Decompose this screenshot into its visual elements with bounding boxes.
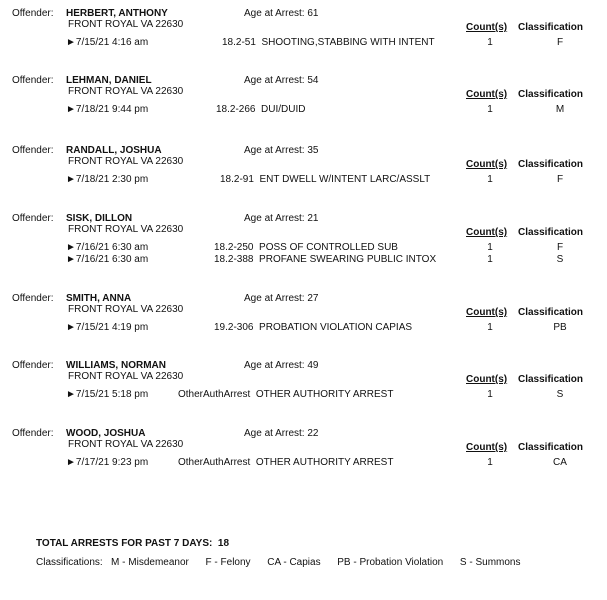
classifications-label: Classifications:	[36, 557, 103, 568]
offender-label: Offender:	[12, 8, 54, 19]
charge-code	[178, 457, 393, 468]
charge-description: SHOOTING,STABBING WITH INTENT	[261, 37, 435, 48]
charge-statute: 18.2-250	[214, 242, 254, 253]
charge-row	[0, 389, 607, 401]
age-at-arrest	[244, 360, 319, 371]
age-at-arrest	[244, 213, 319, 224]
charge-row	[0, 242, 607, 254]
charge-code	[222, 37, 435, 48]
age-label: Age at Arrest:	[244, 75, 308, 86]
counts-header: Count(s)	[466, 374, 508, 385]
age-value: 27	[307, 293, 319, 304]
offender-name: RANDALL, JOSHUA	[66, 145, 162, 156]
charge-row	[0, 457, 607, 469]
classification-item: M - Misdemeanor	[111, 557, 189, 568]
classification-item: S - Summons	[459, 557, 521, 568]
offender-address: FRONT ROYAL VA 22630	[68, 19, 184, 30]
charge-datetime: ►7/17/21 9:23 pm	[66, 457, 149, 468]
offender-label: Offender:	[12, 293, 54, 304]
age-value: 49	[307, 360, 319, 371]
charge-count: 1	[487, 242, 493, 253]
charge-statute: 18.2-51	[222, 37, 256, 48]
charge-count: 1	[487, 254, 493, 265]
charge-description: PROFANE SWEARING PUBLIC INTOX	[259, 254, 437, 265]
age-value: 54	[307, 75, 319, 86]
age-label: Age at Arrest:	[244, 8, 308, 19]
offender-record	[0, 213, 607, 273]
charge-datetime: ►7/15/21 5:18 pm	[66, 389, 149, 400]
charge-count: 1	[487, 322, 493, 333]
charge-classification: S	[556, 389, 564, 400]
offender-address: FRONT ROYAL VA 22630	[68, 439, 184, 450]
charge-classification: F	[556, 174, 564, 185]
offender-name: SISK, DILLON	[66, 213, 133, 224]
charge-row	[0, 254, 607, 266]
age-at-arrest	[244, 428, 319, 439]
charge-statute: OtherAuthArrest	[178, 389, 251, 400]
offender-address: FRONT ROYAL VA 22630	[68, 224, 184, 235]
counts-header: Count(s)	[466, 22, 508, 33]
charge-count: 1	[487, 174, 493, 185]
charge-classification: F	[556, 242, 564, 253]
age-at-arrest	[244, 8, 319, 19]
charge-count: 1	[487, 104, 493, 115]
offender-address: FRONT ROYAL VA 22630	[68, 371, 184, 382]
charge-classification: CA	[553, 457, 567, 468]
age-label: Age at Arrest:	[244, 293, 308, 304]
offender-name: WOOD, JOSHUA	[66, 428, 146, 439]
offender-address: FRONT ROYAL VA 22630	[68, 156, 184, 167]
offender-record	[0, 8, 607, 68]
charge-code	[214, 322, 412, 333]
age-at-arrest	[244, 75, 319, 86]
classification-header: Classification	[518, 307, 584, 318]
classification-header: Classification	[518, 22, 584, 33]
charge-datetime: ►7/18/21 2:30 pm	[66, 174, 149, 185]
classifications-legend	[36, 557, 521, 568]
total-arrests	[36, 538, 229, 549]
charge-datetime: ►7/16/21 6:30 am	[66, 254, 149, 265]
age-at-arrest	[244, 145, 319, 156]
offender-name: LEHMAN, DANIEL	[66, 75, 152, 86]
charge-classification: F	[556, 37, 564, 48]
charge-description: OTHER AUTHORITY ARREST	[255, 389, 394, 400]
charge-datetime: ►7/15/21 4:16 am	[66, 37, 149, 48]
charge-description: POSS OF CONTROLLED SUB	[259, 242, 398, 253]
offender-label: Offender:	[12, 213, 54, 224]
offender-record	[0, 75, 607, 135]
age-value: 35	[307, 145, 319, 156]
charge-datetime: ►7/15/21 4:19 pm	[66, 322, 149, 333]
charge-code	[178, 389, 393, 400]
offender-address: FRONT ROYAL VA 22630	[68, 86, 184, 97]
offender-record	[0, 360, 607, 420]
offender-label: Offender:	[12, 75, 54, 86]
age-value: 22	[307, 428, 319, 439]
charge-count: 1	[487, 457, 493, 468]
charge-description: DUI/DUID	[261, 104, 306, 115]
classification-item: F - Felony	[205, 557, 251, 568]
offender-name: HERBERT, ANTHONY	[66, 8, 168, 19]
charge-description: PROBATION VIOLATION CAPIAS	[259, 322, 413, 333]
charge-row	[0, 104, 607, 116]
offender-name: WILLIAMS, NORMAN	[66, 360, 166, 371]
counts-header: Count(s)	[466, 159, 508, 170]
offender-label: Offender:	[12, 428, 54, 439]
offender-label: Offender:	[12, 360, 54, 371]
classification-header: Classification	[518, 374, 584, 385]
charge-statute: 18.2-388	[214, 254, 254, 265]
charge-code	[214, 254, 436, 265]
counts-header: Count(s)	[466, 89, 508, 100]
charge-row	[0, 37, 607, 49]
offender-record	[0, 293, 607, 353]
charge-datetime: ►7/18/21 9:44 pm	[66, 104, 149, 115]
classification-header: Classification	[518, 442, 584, 453]
charge-code	[216, 104, 306, 115]
offender-name: SMITH, ANNA	[66, 293, 132, 304]
charge-count: 1	[487, 37, 493, 48]
offender-label: Offender:	[12, 145, 54, 156]
offender-record	[0, 428, 607, 488]
charge-description: OTHER AUTHORITY ARREST	[255, 457, 394, 468]
total-value: 18	[217, 538, 230, 549]
charge-classification: PB	[553, 322, 567, 333]
charge-code	[214, 242, 398, 253]
age-label: Age at Arrest:	[244, 213, 308, 224]
charge-count: 1	[487, 389, 493, 400]
classification-header: Classification	[518, 89, 584, 100]
charge-statute: OtherAuthArrest	[178, 457, 251, 468]
total-label: TOTAL ARRESTS FOR PAST 7 DAYS:	[36, 538, 213, 549]
counts-header: Count(s)	[466, 307, 508, 318]
charge-classification: S	[556, 254, 564, 265]
offender-address: FRONT ROYAL VA 22630	[68, 304, 184, 315]
counts-header: Count(s)	[466, 227, 508, 238]
charge-row	[0, 174, 607, 186]
classification-header: Classification	[518, 159, 584, 170]
charge-statute: 19.2-306	[214, 322, 254, 333]
charge-statute: 18.2-266	[216, 104, 256, 115]
age-at-arrest	[244, 293, 319, 304]
charge-row	[0, 322, 607, 334]
classification-item: PB - Probation Violation	[337, 557, 444, 568]
counts-header: Count(s)	[466, 442, 508, 453]
classification-header: Classification	[518, 227, 584, 238]
age-label: Age at Arrest:	[244, 428, 308, 439]
charge-description: ENT DWELL W/INTENT LARC/ASSLT	[259, 174, 431, 185]
classification-item: CA - Capias	[267, 557, 321, 568]
charge-code	[220, 174, 430, 185]
age-value: 21	[307, 213, 319, 224]
age-label: Age at Arrest:	[244, 145, 308, 156]
charge-statute: 18.2-91	[220, 174, 254, 185]
offender-record	[0, 145, 607, 205]
charge-datetime: ►7/16/21 6:30 am	[66, 242, 149, 253]
age-label: Age at Arrest:	[244, 360, 308, 371]
charge-classification: M	[555, 104, 565, 115]
age-value: 61	[307, 8, 319, 19]
